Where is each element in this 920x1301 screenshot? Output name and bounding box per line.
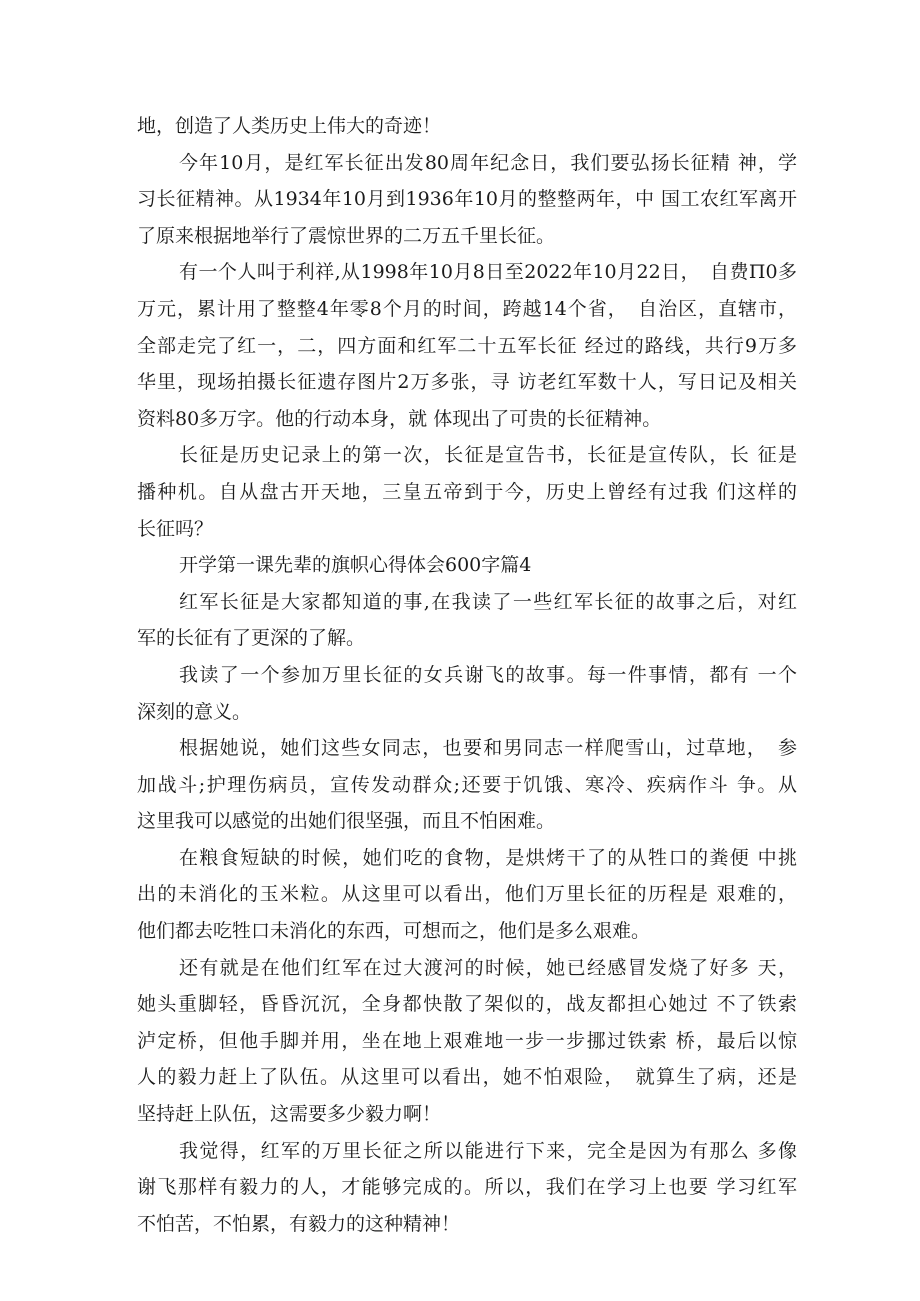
- paragraph: [137, 108, 797, 145]
- text-line: 习长征精神。从1934年10月到1936年10月的整整两年，中 国工农红军离开: [137, 188, 797, 211]
- text-line: 还有就是在他们红军在过大渡河的时候，她已经感冒发烧了好多 天，: [179, 956, 797, 979]
- text-line: 她头重脚轻，昏昏沉沉，全身都快散了架似的，战友都担心她过 不了铁索: [137, 993, 797, 1016]
- text-line: 开学第一课先辈的旗帜心得体会600字篇4: [179, 554, 532, 577]
- text-line: 他们都去吃牲口未消化的东西，可想而之，他们是多么艰难。: [137, 920, 651, 943]
- paragraph: [137, 950, 797, 1133]
- text-line: 军的长征有了更深的了解。: [137, 627, 366, 650]
- text-line: 出的未消化的玉米粒。从这里可以看出，他们万里长征的历程是 艰难的，: [137, 883, 797, 906]
- paragraph: [137, 584, 797, 657]
- text-line: 不怕苦，不怕累，有毅力的这种精神！: [137, 1212, 461, 1235]
- text-line: 根据她说，她们这些女同志，也要和男同志一样爬雪山，过草地， 参: [179, 737, 797, 760]
- text-line: 在粮食短缺的时候，她们吃的食物，是烘烤干了的从牲口的粪便 中挑: [179, 846, 797, 869]
- text-line: 万元，累计用了整整4年零8个月的时间，跨越14个省， 自治区，直辖市，: [137, 297, 797, 320]
- text-line: 谢飞那样有毅力的人，才能够完成的。所以，我们在学习上也要 学习红军: [137, 1176, 797, 1199]
- text-line: 加战斗;护理伤病员，宣传发动群众;还要于饥饿、寒冷、疾病作斗 争。从: [137, 773, 797, 796]
- text-line: 我读了一个参加万里长征的女兵谢飞的故事。每一件事情，都有 一个: [179, 663, 797, 686]
- text-line: 地，创造了人类历史上伟大的奇迹！: [137, 115, 442, 137]
- text-line: 长征是历史记录上的第一次，长征是宣告书，长征是宣传队，长 征是: [179, 444, 797, 467]
- text-line: 华里，现场拍摄长征遗存图片2万多张，寻 访老红军数十人，写日记及相关: [137, 371, 797, 394]
- text-line: 红军长征是大家都知道的事,在我读了一些红军长征的故事之后，对红: [179, 590, 797, 613]
- paragraph: [137, 145, 797, 255]
- paragraph: [137, 1133, 797, 1243]
- paragraph: [137, 657, 797, 730]
- text-line: 全部走完了红一，二，四方面和红军二十五军长征 经过的路线，共行9万多: [137, 334, 797, 357]
- text-line: 我觉得，红军的万里长征之所以能进行下来，完全是因为有那么 多像: [179, 1139, 797, 1162]
- text-line: 坚持赶上队伍，这需要多少毅力啊！: [137, 1103, 442, 1126]
- text-line: 泸定桥，但他手脚并用，坐在地上艰难地一步一步挪过铁索 桥，最后以惊: [137, 1029, 797, 1052]
- text-line: 长征吗？: [137, 517, 214, 540]
- text-line: 了原来根据地举行了震惊世界的二万五千里长征。: [137, 224, 556, 247]
- text-line: 播种机。自从盘古开天地，三皇五帝到于今，历史上曾经有过我 们这样的: [137, 480, 797, 503]
- paragraph: [137, 254, 797, 437]
- paragraph: [137, 840, 797, 950]
- text-line: 这里我可以感觉的出她们很坚强，而且不怕困难。: [137, 810, 556, 833]
- document-body: [137, 108, 797, 1242]
- text-line: 深刻的意义。: [137, 700, 252, 723]
- text-line: 资料80多万字。他的行动本身，就 体现出了可贵的长征精神。: [137, 407, 662, 430]
- paragraph: [137, 547, 797, 584]
- paragraph: [137, 437, 797, 547]
- paragraph: [137, 730, 797, 840]
- text-line: 有一个人叫于利祥,从1998年10月8日至2022年10月22日， 自费Π0多: [179, 261, 797, 284]
- text-line: 人的毅力赶上了队伍。从这里可以看出，她不怕艰险， 就算生了病，还是: [137, 1066, 797, 1089]
- text-line: 今年10月，是红军长征出发80周年纪念日，我们要弘扬长征精 神，学: [179, 151, 797, 174]
